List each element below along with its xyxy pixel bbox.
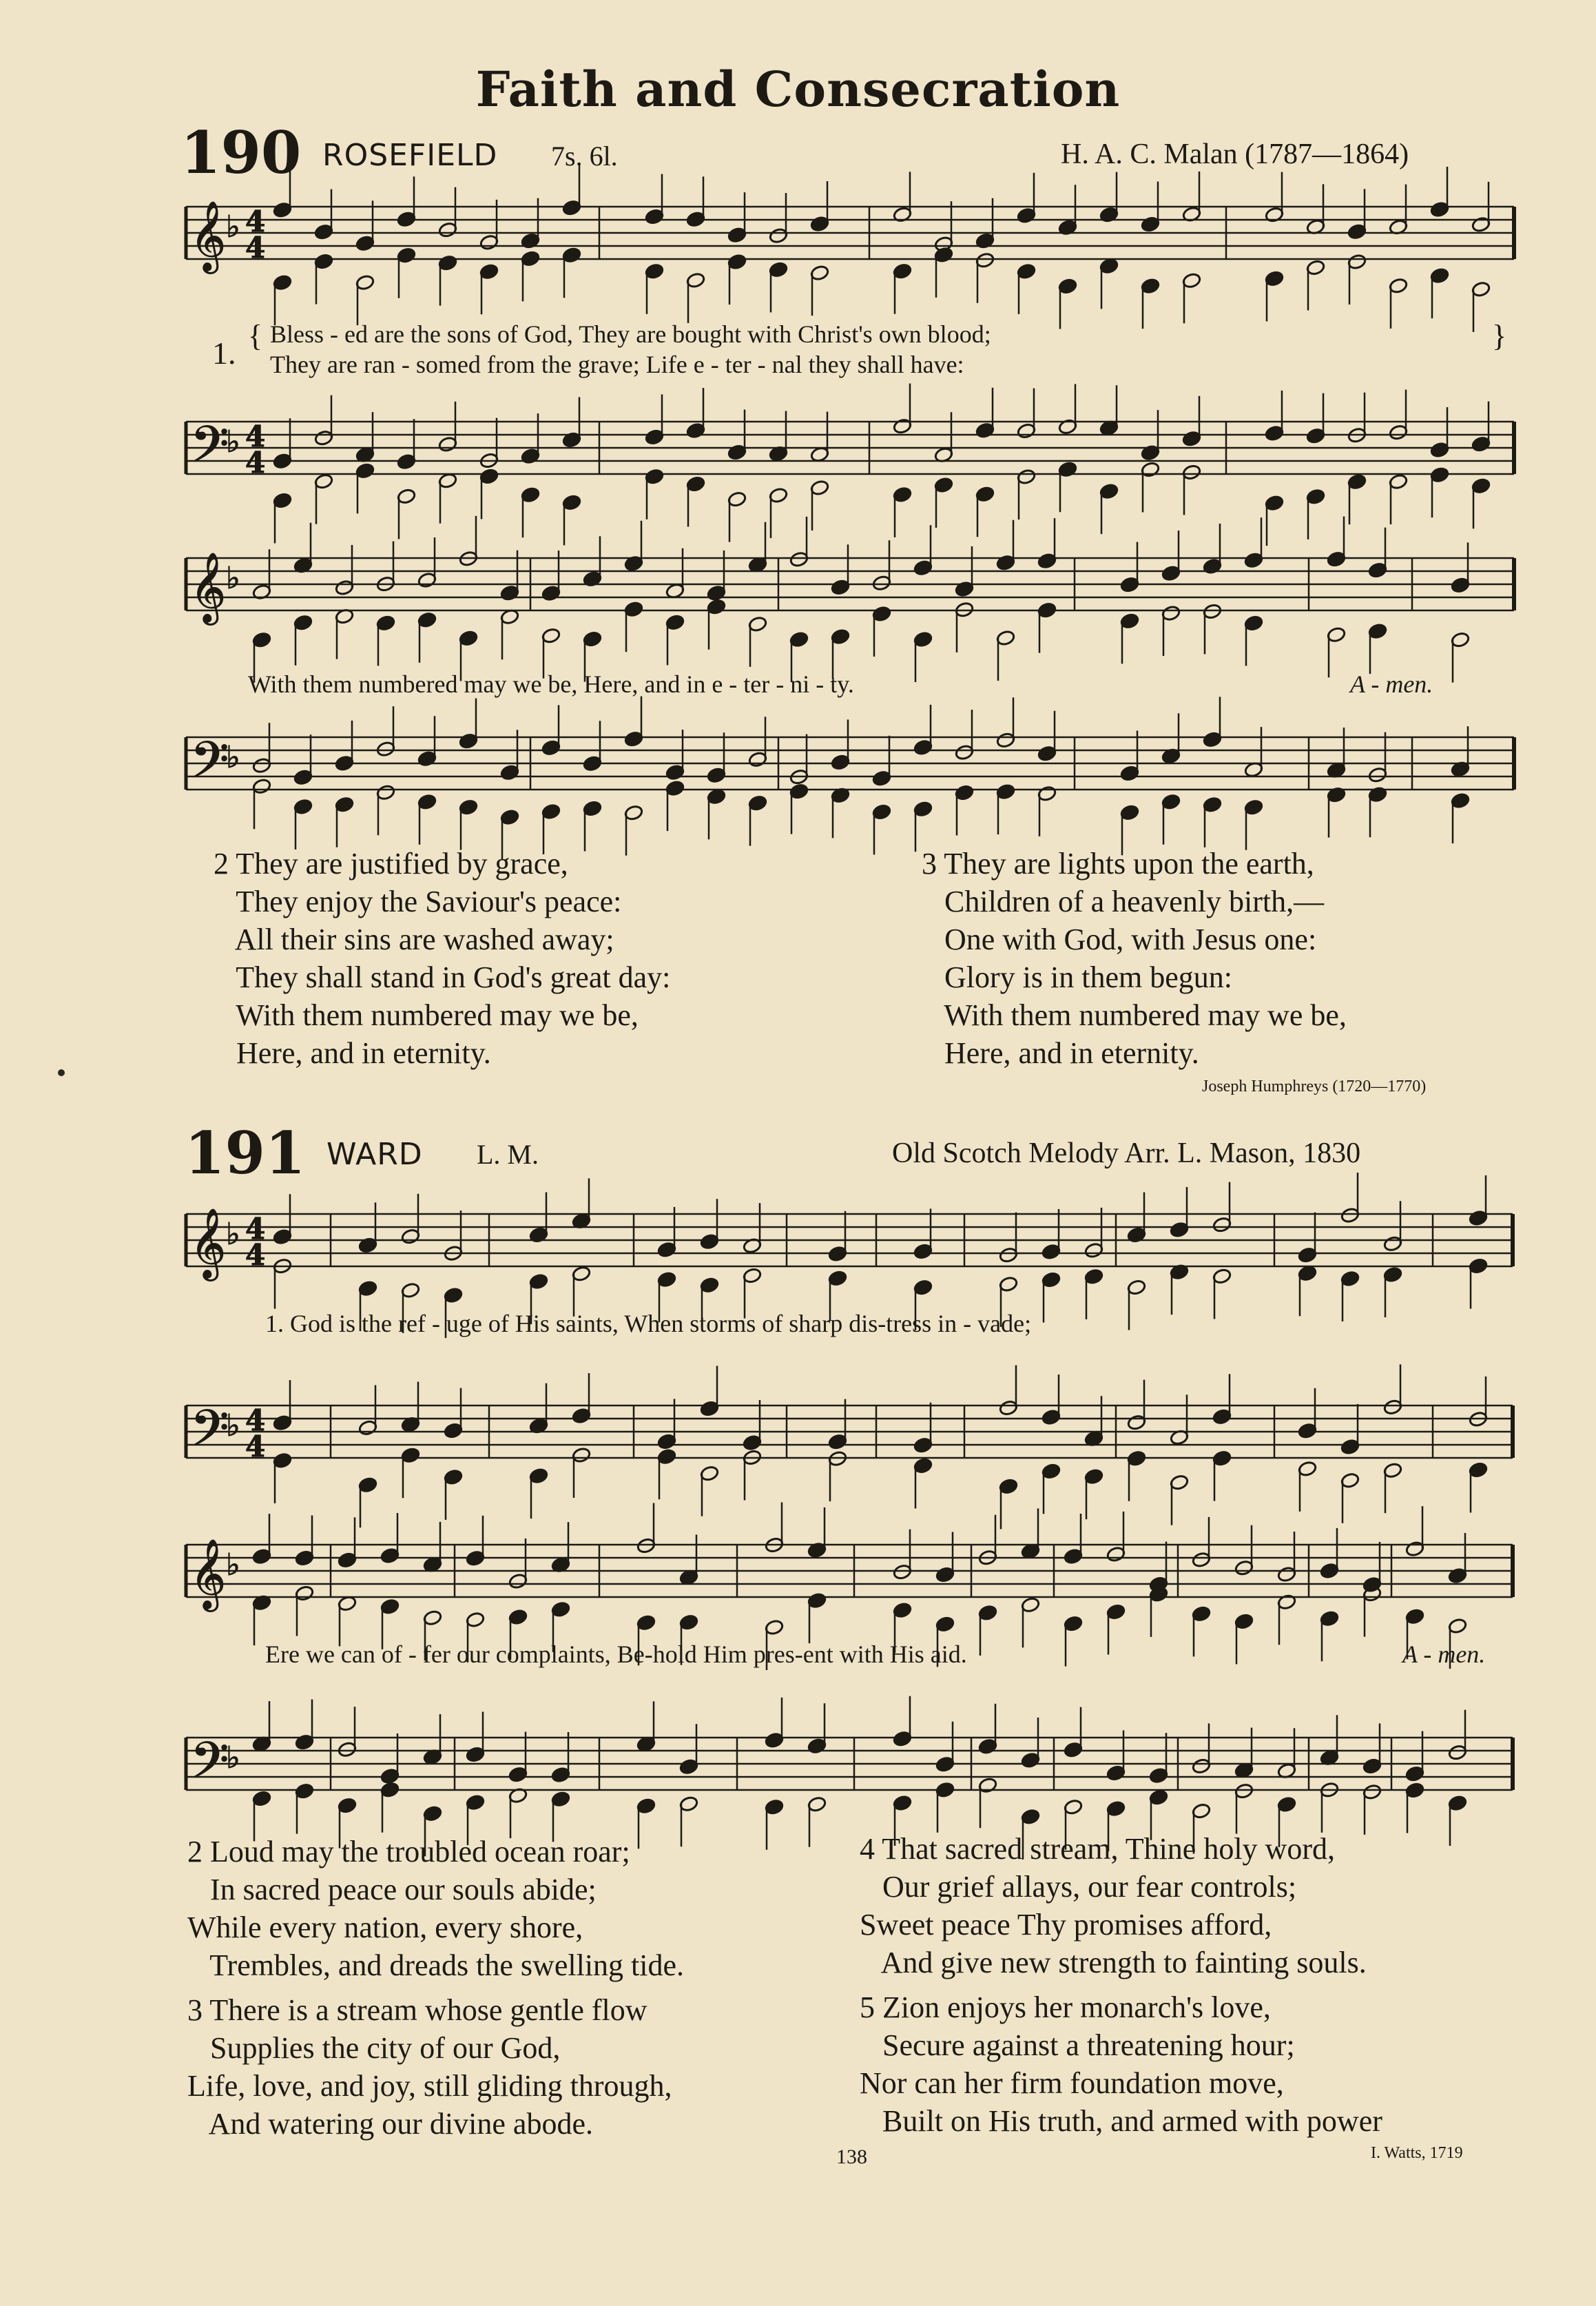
hymn-191-verse-5: 5 Zion enjoys her monarch's love, Secure against a threatening hour; Nor can her firm foundation move, Built on His truth, and armed with power	[860, 1990, 1382, 2138]
treble-clef-icon: 𝄞	[190, 1538, 227, 1609]
hymn-190-tune: ROSEFIELD	[322, 138, 498, 173]
hymn-191-verse-4: 4 That sacred stream, Thine holy word, Our grief allays, our fear controls; Sweet peace Thy promises afford, And give new strength to fainting souls.	[860, 1832, 1367, 1979]
hymn-191-number: 191	[185, 1119, 306, 1187]
flat-icon: ♭	[226, 740, 240, 775]
hymn-191-lyric-line-2: Ere we can of - fer our complaints, Be-hold Him pres-ent with His aid.	[265, 1640, 967, 1668]
time-signature: 4	[245, 231, 266, 265]
hymn-190-verse-3: 3 They are lights upon the earth, Children of a heavenly birth,— One with God, with Jesus one: Glory is in them begun: With them numbered may we be, Here, and in eternity.	[922, 847, 1347, 1070]
flat-icon: ♭	[226, 1740, 240, 1775]
flat-icon: ♭	[226, 424, 240, 460]
bass-clef-icon: 𝄢	[190, 1399, 229, 1470]
hymn-190-lyric-line-2: With them numbered may we be, Here, and in e - ter - ni - ty.	[248, 670, 854, 698]
flat-icon: ♭	[226, 1217, 240, 1252]
hymn-190-number: 190	[180, 119, 302, 187]
verse-number: 1.	[212, 336, 236, 371]
hymn-191-lyric-line-1: 1. God is the ref - uge of His saints, When storms of sharp dis-tress in - vade;	[265, 1310, 1032, 1337]
ink-speck	[58, 1069, 65, 1076]
treble-clef-icon: 𝄞	[190, 1207, 227, 1278]
hymn-191-amen: A - men.	[1402, 1640, 1486, 1668]
hymn-191-verse-2: 2 Loud may the troubled ocean roar; In sacred peace our souls abide; While every nation, every shore, Trembles, and dreads the swelling tide.	[187, 1835, 685, 1982]
flat-icon: ♭	[226, 209, 240, 245]
time-signature: 4	[245, 420, 266, 453]
flat-icon: ♭	[226, 561, 240, 596]
brace-left: {	[248, 319, 263, 353]
hymn-190-lyric-line-1b: They are ran - somed from the grave; Life e - ter - nal they shall have:	[270, 351, 964, 378]
treble-clef-icon: 𝄞	[190, 200, 227, 271]
treble-clef-icon: 𝄞	[190, 551, 227, 622]
time-signature: 4	[245, 1212, 266, 1246]
time-signature: 4	[245, 1403, 266, 1437]
bass-clef-icon: 𝄢	[190, 730, 229, 801]
hymn-191-tune: WARD	[327, 1137, 423, 1172]
bass-clef-icon: 𝄢	[190, 415, 229, 486]
time-signature: 4	[245, 446, 266, 480]
hymn-190-author: Joseph Humphreys (1720—1770)	[1202, 1078, 1427, 1095]
time-signature: 4	[245, 205, 266, 238]
hymn-191-verse-3: 3 There is a stream whose gentle flow Supplies the city of our God, Life, love, and joy, still gliding through, And watering our divine abode.	[187, 1993, 672, 2141]
section-title: Faith and Consecration	[475, 61, 1121, 118]
flat-icon: ♭	[226, 1547, 240, 1583]
brace-right: }	[1492, 319, 1507, 353]
flat-icon: ♭	[226, 1408, 240, 1443]
hymn-191-author: I. Watts, 1719	[1371, 2144, 1463, 2162]
hymn-190-meter: 7s. 6l.	[551, 141, 618, 172]
hymn-190-lyric-line-1a: Bless - ed are the sons of God, They are bought with Christ's own blood;	[270, 320, 991, 348]
hymn-190-verse-2: 2 They are justified by grace, They enjoy the Saviour's peace: All their sins are washed away; They shall stand in God's great day: With them numbered may we be, Here, and in eternity.	[214, 847, 671, 1070]
hymn-191-meter: L. M.	[477, 1139, 539, 1170]
time-signature: 4	[245, 1430, 266, 1463]
time-signature: 4	[245, 1238, 266, 1272]
bass-clef-icon: 𝄢	[190, 1731, 229, 1802]
hymn-191-composer: Old Scotch Melody Arr. L. Mason, 1830	[892, 1137, 1361, 1169]
page-number: 138	[836, 2145, 867, 2168]
hymn-190-composer: H. A. C. Malan (1787—1864)	[1061, 138, 1409, 170]
hymn-190-amen: A - men.	[1350, 670, 1433, 698]
